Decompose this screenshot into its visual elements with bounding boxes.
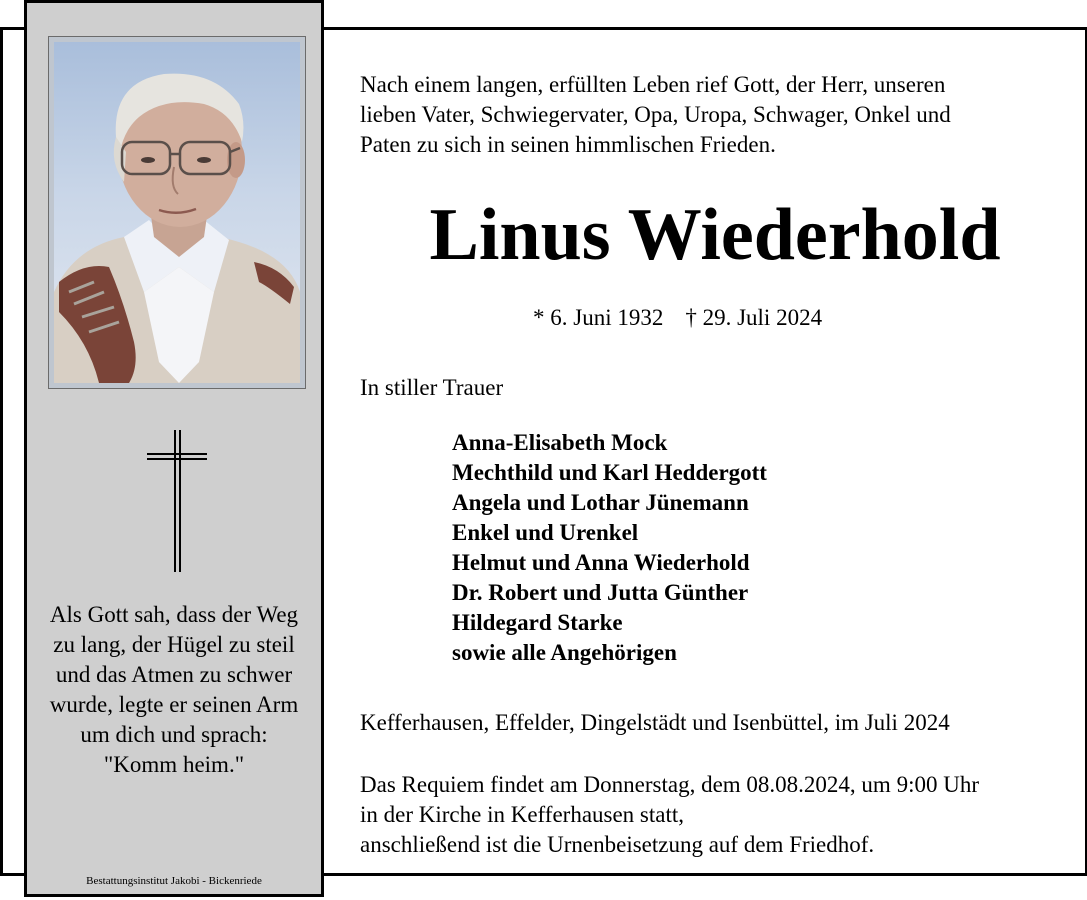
life-dates [533,303,822,333]
mourner-item: Enkel und Urenkel [452,520,639,545]
portrait-photo [54,42,300,383]
verse [27,600,321,780]
mourner-item: Mechthild und Karl Heddergott [452,460,767,485]
mourner-item: Anna-Elisabeth Mock [452,430,668,455]
verse-line: und das Atmen zu schwer [55,662,293,687]
mourner-item: Hildegard Starke [452,610,623,635]
mourner-item: Angela und Lothar Jünemann [452,490,749,515]
mourner-item: Helmut und Anna Wiederhold [452,550,750,575]
deceased-name: Linus Wiederhold [429,194,1001,276]
mourners-list [452,428,767,668]
birth-date: * 6. Juni 1932 [533,305,664,330]
service-line: anschließend ist die Urnenbeisetzung auf dem Friedhof. [360,832,875,857]
mourner-item: sowie alle Angehörigen [452,640,677,665]
verse-line: "Komm heim." [103,752,245,777]
sidebar-panel [24,0,324,897]
place-date: Kefferhausen, Effelder, Dingelstädt und Isenbüttel, im Juli 2024 [360,710,950,735]
verse-line: Als Gott sah, dass der Weg [49,602,299,627]
cross-icon [147,430,207,572]
service-line: Das Requiem findet am Donnerstag, dem 08.08.2024, um 9:00 Uhr [360,772,979,797]
intro-line: Paten zu sich in seinen himmlischen Frieden. [360,132,776,157]
verse-line: wurde, legte er seinen Arm [49,692,299,717]
service-info [360,770,979,860]
photo-frame [48,36,306,389]
service-line: in der Kirche in Kefferhausen statt, [360,802,685,827]
verse-line: um dich und sprach: [80,722,268,747]
death-date: † 29. Juli 2024 [685,305,823,330]
intro-line: lieben Vater, Schwiegervater, Opa, Uropa, Schwager, Onkel und [360,102,951,127]
intro-text [360,70,1060,160]
mourner-item: Dr. Robert und Jutta Günther [452,580,749,605]
verse-line: zu lang, der Hügel zu steil [53,632,295,657]
undertaker-credit: Bestattungsinstitut Jakobi - Bickenriede [86,875,262,887]
intro-line: Nach einem langen, erfüllten Leben rief Gott, der Herr, unseren [360,72,946,97]
mourning-label: In stiller Trauer [360,375,504,400]
